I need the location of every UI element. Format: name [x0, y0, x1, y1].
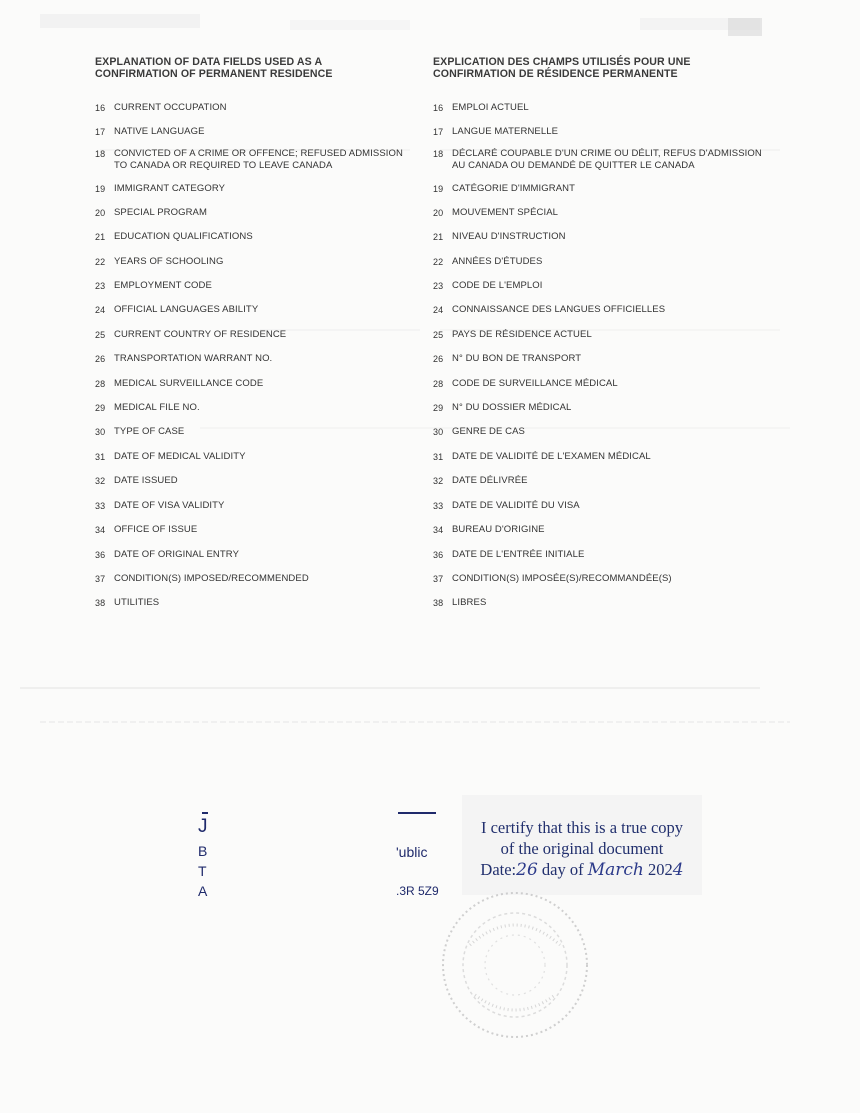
english-field-row: [95, 256, 414, 268]
field-label: ANNÉES D'ÉTUDES: [452, 256, 543, 267]
french-field-row: [433, 402, 772, 414]
field-number: 29: [433, 403, 444, 413]
handwritten-day: 26: [516, 860, 538, 880]
stamp-line-2: of the original document: [500, 839, 664, 858]
french-field-row: [433, 451, 772, 463]
field-label: CODE DE L'EMPLOI: [452, 280, 543, 291]
field-label: PAYS DE RÉSIDENCE ACTUEL: [452, 329, 592, 340]
field-label: DATE DE VALIDITÉ DU VISA: [452, 500, 580, 511]
field-label: DATE DÉLIVRÉE: [452, 475, 528, 486]
french-heading: [433, 56, 778, 80]
field-label: DÉCLARÉ COUPABLE D'UN CRIME OU DÉLIT, REFUS D'ADMISSION AU CANADA OU DEMANDÉ DE QUITTER LE CANADA: [452, 148, 762, 171]
english-field-row: [95, 280, 414, 292]
field-number: 22: [95, 257, 106, 267]
english-field-row: [95, 451, 414, 463]
field-number: 18: [433, 149, 444, 159]
field-number: 21: [433, 232, 444, 242]
french-field-row: [433, 183, 772, 195]
field-label: MOUVEMENT SPÉCIAL: [452, 207, 559, 218]
field-number: 25: [433, 330, 444, 340]
english-heading: [95, 56, 420, 80]
field-label: BUREAU D'ORIGINE: [452, 524, 545, 535]
english-field-row: [95, 524, 414, 536]
field-number: 26: [95, 354, 106, 364]
field-number: 21: [95, 232, 106, 242]
field-label: YEARS OF SCHOOLING: [114, 256, 224, 267]
english-heading-line1: EXPLANATION OF DATA FIELDS USED AS A: [95, 56, 323, 68]
french-field-row: [433, 573, 772, 585]
french-column: [433, 56, 778, 608]
field-label: LIBRES: [452, 597, 487, 608]
english-field-row: [95, 353, 414, 365]
field-number: 30: [95, 427, 106, 437]
field-label: CONNAISSANCE DES LANGUES OFFICIELLES: [452, 304, 666, 315]
french-field-row: [433, 148, 772, 172]
english-field-row: [95, 475, 414, 487]
field-label: N° DU DOSSIER MÉDICAL: [452, 402, 572, 413]
french-heading-line2: CONFIRMATION DE RÉSIDENCE PERMANENTE: [433, 68, 678, 80]
field-number: 37: [95, 574, 106, 584]
field-label: EMPLOYMENT CODE: [114, 280, 212, 291]
notary-fragment: 'ublic: [396, 844, 428, 860]
field-number: 23: [95, 281, 106, 291]
field-number: 31: [433, 452, 444, 462]
notary-letter: J: [198, 816, 208, 837]
english-field-row: [95, 304, 414, 316]
field-label: NATIVE LANGUAGE: [114, 126, 205, 137]
field-number: 38: [433, 598, 444, 608]
field-label: OFFICIAL LANGUAGES ABILITY: [114, 304, 259, 315]
french-field-row: [433, 102, 772, 114]
field-number: 29: [95, 403, 106, 413]
field-label: NIVEAU D'INSTRUCTION: [452, 231, 566, 242]
field-label: EMPLOI ACTUEL: [452, 102, 529, 113]
english-field-row: [95, 549, 414, 561]
english-field-row: [95, 102, 414, 114]
field-label: CURRENT COUNTRY OF RESIDENCE: [114, 329, 287, 340]
french-field-row: [433, 549, 772, 561]
field-number: 20: [95, 208, 106, 218]
field-label: CONVICTED OF A CRIME OR OFFENCE; REFUSED ADMISSION TO CANADA OR REQUIRED TO LEAVE CANADA: [114, 148, 403, 171]
field-number: 36: [95, 550, 106, 560]
field-number: 20: [433, 208, 444, 218]
field-number: 26: [433, 354, 444, 364]
notary-rule: [202, 812, 208, 814]
field-number: 16: [433, 103, 444, 113]
handwritten-year-digit: 4: [672, 860, 684, 880]
english-field-row: [95, 231, 414, 243]
field-label: TRANSPORTATION WARRANT NO.: [114, 353, 273, 364]
field-number: 25: [95, 330, 106, 340]
field-number: 28: [433, 379, 444, 389]
french-field-row: [433, 378, 772, 390]
field-number: 34: [95, 525, 106, 535]
english-field-row: [95, 378, 414, 390]
french-field-row: [433, 280, 772, 292]
field-label: CONDITION(S) IMPOSED/RECOMMENDED: [114, 573, 309, 584]
english-field-row: [95, 183, 414, 195]
french-field-row: [433, 426, 772, 438]
french-field-row: [433, 231, 772, 243]
english-field-row: [95, 426, 414, 438]
field-number: 30: [433, 427, 444, 437]
french-field-row: [433, 256, 772, 268]
field-number: 16: [95, 103, 106, 113]
field-label: SPECIAL PROGRAM: [114, 207, 208, 218]
stamp-line-1: I certify that this is a true copy: [480, 818, 684, 837]
field-label: CONDITION(S) IMPOSÉE(S)/RECOMMANDÉE(S): [452, 573, 672, 584]
notary-letter: T: [198, 863, 207, 879]
french-heading-line1: EXPLICATION DES CHAMPS UTILISÉS POUR UNE: [433, 56, 691, 68]
english-field-row: [95, 148, 414, 172]
field-number: 32: [433, 476, 444, 486]
english-field-row: [95, 126, 414, 138]
embossed-notary-seal: [430, 885, 600, 1045]
field-label: DATE DE L'ENTRÉE INITIALE: [452, 549, 585, 560]
field-number: 32: [95, 476, 106, 486]
notary-letter: B: [198, 843, 208, 859]
field-label: DATE OF MEDICAL VALIDITY: [114, 451, 246, 462]
field-number: 17: [433, 127, 444, 137]
field-label: MEDICAL FILE NO.: [114, 402, 200, 413]
field-label: CURRENT OCCUPATION: [114, 102, 227, 113]
field-number: 38: [95, 598, 106, 608]
field-number: 19: [95, 184, 106, 194]
field-number: 31: [95, 452, 106, 462]
field-label: N° DU BON DE TRANSPORT: [452, 353, 582, 364]
stamp-date-line: [462, 859, 702, 881]
field-label: MEDICAL SURVEILLANCE CODE: [114, 378, 264, 389]
field-label: UTILITIES: [114, 597, 160, 608]
field-label: DATE OF VISA VALIDITY: [114, 500, 225, 511]
french-field-row: [433, 304, 772, 316]
notary-fragment: .3R 5Z9: [396, 884, 439, 898]
field-label: CODE DE SURVEILLANCE MÉDICAL: [452, 378, 618, 389]
english-column: [95, 56, 420, 608]
field-number: 18: [95, 149, 106, 159]
french-field-row: [433, 597, 772, 609]
french-field-row: [433, 353, 772, 365]
english-field-row: [95, 500, 414, 512]
english-field-row: [95, 329, 414, 341]
field-label: GENRE DE CAS: [452, 426, 525, 437]
notary-block-partial: [198, 812, 458, 902]
field-number: 22: [433, 257, 444, 267]
english-field-row: [95, 573, 414, 585]
field-number: 37: [433, 574, 444, 584]
english-field-row: [95, 402, 414, 414]
field-number: 33: [433, 501, 444, 511]
english-field-row: [95, 597, 414, 609]
field-label: DATE OF ORIGINAL ENTRY: [114, 549, 240, 560]
french-field-row: [433, 329, 772, 341]
field-number: 19: [433, 184, 444, 194]
english-heading-line2: CONFIRMATION OF PERMANENT RESIDENCE: [95, 68, 333, 80]
handwritten-month: March: [587, 860, 644, 880]
field-number: 28: [95, 379, 106, 389]
field-number: 23: [433, 281, 444, 291]
french-field-row: [433, 126, 772, 138]
field-number: 36: [433, 550, 444, 560]
notary-rule: [398, 812, 436, 814]
field-label: OFFICE OF ISSUE: [114, 524, 198, 535]
field-number: 34: [433, 525, 444, 535]
stamp-date-prefix: Date:: [480, 860, 517, 879]
stamp-year-printed: 202: [648, 860, 673, 879]
field-label: DATE DE VALIDITÉ DE L'EXAMEN MÉDICAL: [452, 451, 651, 462]
french-field-row: [433, 524, 772, 536]
field-label: TYPE OF CASE: [114, 426, 185, 437]
field-label: CATÉGORIE D'IMMIGRANT: [452, 183, 576, 194]
field-label: IMMIGRANT CATEGORY: [114, 183, 226, 194]
field-number: 33: [95, 501, 106, 511]
field-number: 24: [433, 305, 444, 315]
stamp-day-of: day of: [541, 860, 584, 879]
english-field-row: [95, 207, 414, 219]
field-number: 17: [95, 127, 106, 137]
field-label: LANGUE MATERNELLE: [452, 126, 559, 137]
notary-letter: A: [198, 883, 208, 899]
certified-true-copy-stamp: [462, 795, 702, 895]
field-label: EDUCATION QUALIFICATIONS: [114, 231, 253, 242]
french-field-row: [433, 475, 772, 487]
french-field-row: [433, 207, 772, 219]
field-label: DATE ISSUED: [114, 475, 178, 486]
field-number: 24: [95, 305, 106, 315]
french-field-row: [433, 500, 772, 512]
